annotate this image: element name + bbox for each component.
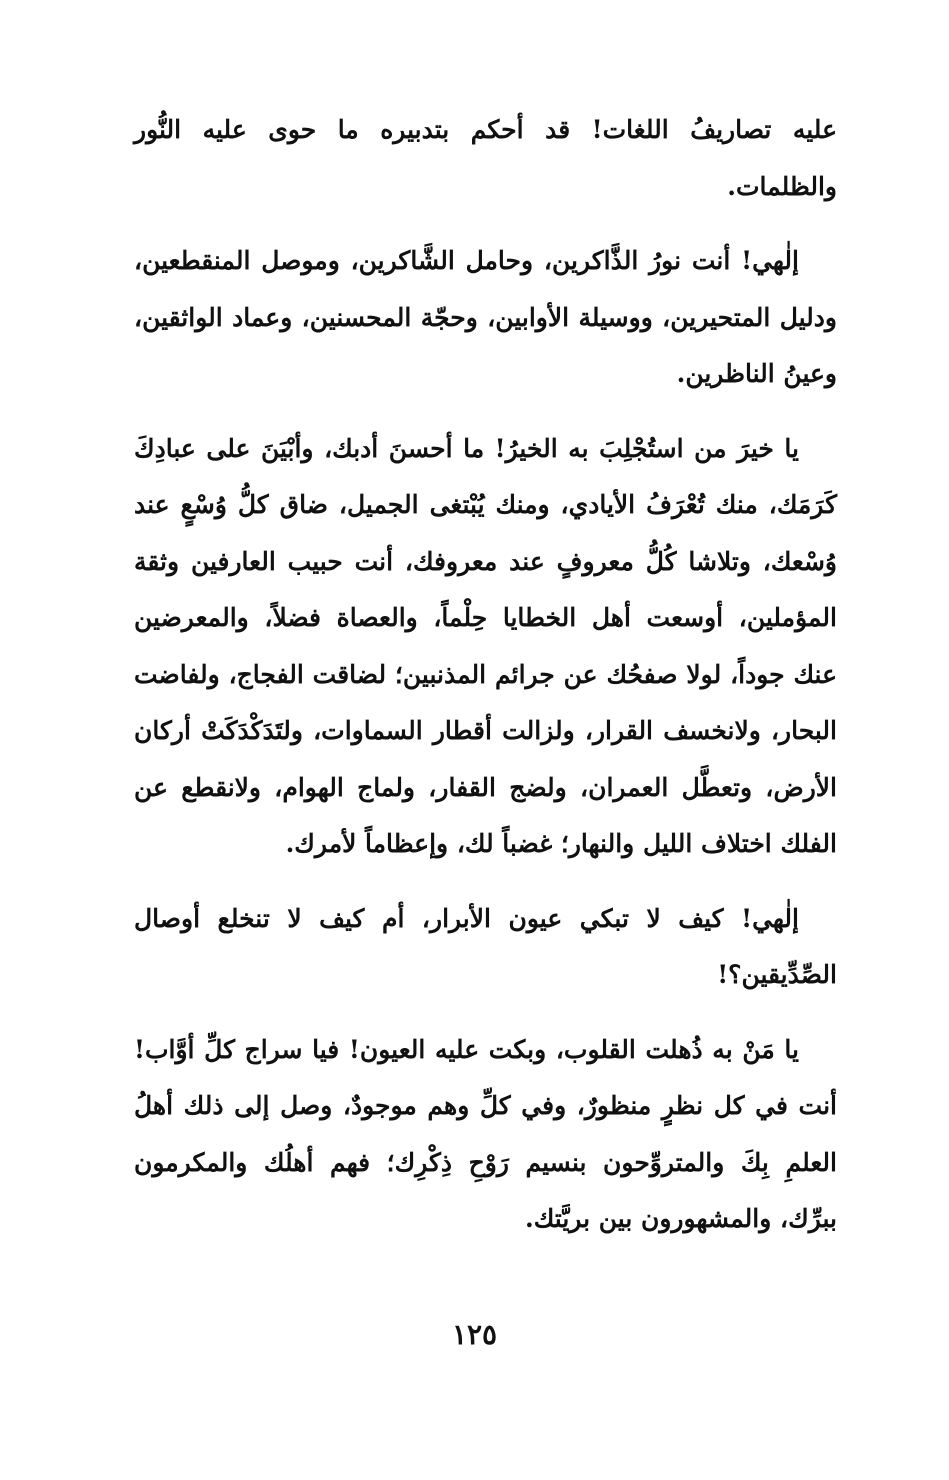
paragraph-ya-man: يا مَنْ به ذُهلت القلوب، وبكت عليه العيون! فيا سراج كلِّ أوَّاب! أنت في كل نظرٍ منظورٌ، وفي كلِّ وهم موجودٌ، وصل إلى ذلك أهلُ العلمِ بِكَ والمتروِّحون بنسيم رَوْحِ ذِكْرِك؛ فهم أهلُك والمكرمون ببرِّك، والمشهورون بين بريَّتك. bbox=[134, 1034, 837, 1233]
paragraph-continuation: عليه تصاريفُ اللغات! قد أحكم بتدبيره ما حوى عليه النُّور والظلمات. bbox=[134, 115, 837, 201]
page-number: ١٢٥ bbox=[451, 1318, 498, 1351]
paragraph-ilahi-nur: إلٰهي! أنت نورُ الذَّاكرين، وحامل الشَّاكرين، وموصل المنقطعين، ودليل المتحيرين، ووسيلة الأوابين، وحجّة المحسنين، وعماد الواثقين، وعينُ الناظرين. bbox=[134, 246, 837, 388]
paragraph-ilahi-kayfa: إلٰهي! كيف لا تبكي عيون الأبرار، أم كيف لا تنخلع أوصال الصِّدِّيقين؟! bbox=[134, 903, 837, 989]
paragraph-ya-khayra: يا خيرَ من استُجْلِبَ به الخيرُ! ما أحسنَ أدبك، وأبْيَنَ على عبادِكَ كَرَمَك، منك تُعْرَفُ الأيادي، ومنك يُبْتغى الجميل، ضاق كلُّ وُسْعٍ عند وُسْعك، وتلاشا كُلُّ معروفٍ عند معروفك، أنت حبيب العارفين وثقة المؤملين، أوسعت أهل الخطايا حِلْماً، والعصاة فضلاً، والمعرضين عنك جوداً، لولا صفحُك عن جرائم المذنبين؛ لضاقت الفجاج، ولفاضت البحار، ولانخسف القرار، ولزالت أقطار السماوات، ولتَدَكْدَكَتْ أركان الأرض، وتعطَّل العمران، ولضج القفار، ولماج الهوام، ولانقطع عن الفلك اختلاف الليل والنهار؛ غضباً لك، وإعظاماً لأمرك. bbox=[134, 433, 837, 858]
page-body-text bbox=[134, 102, 837, 1248]
